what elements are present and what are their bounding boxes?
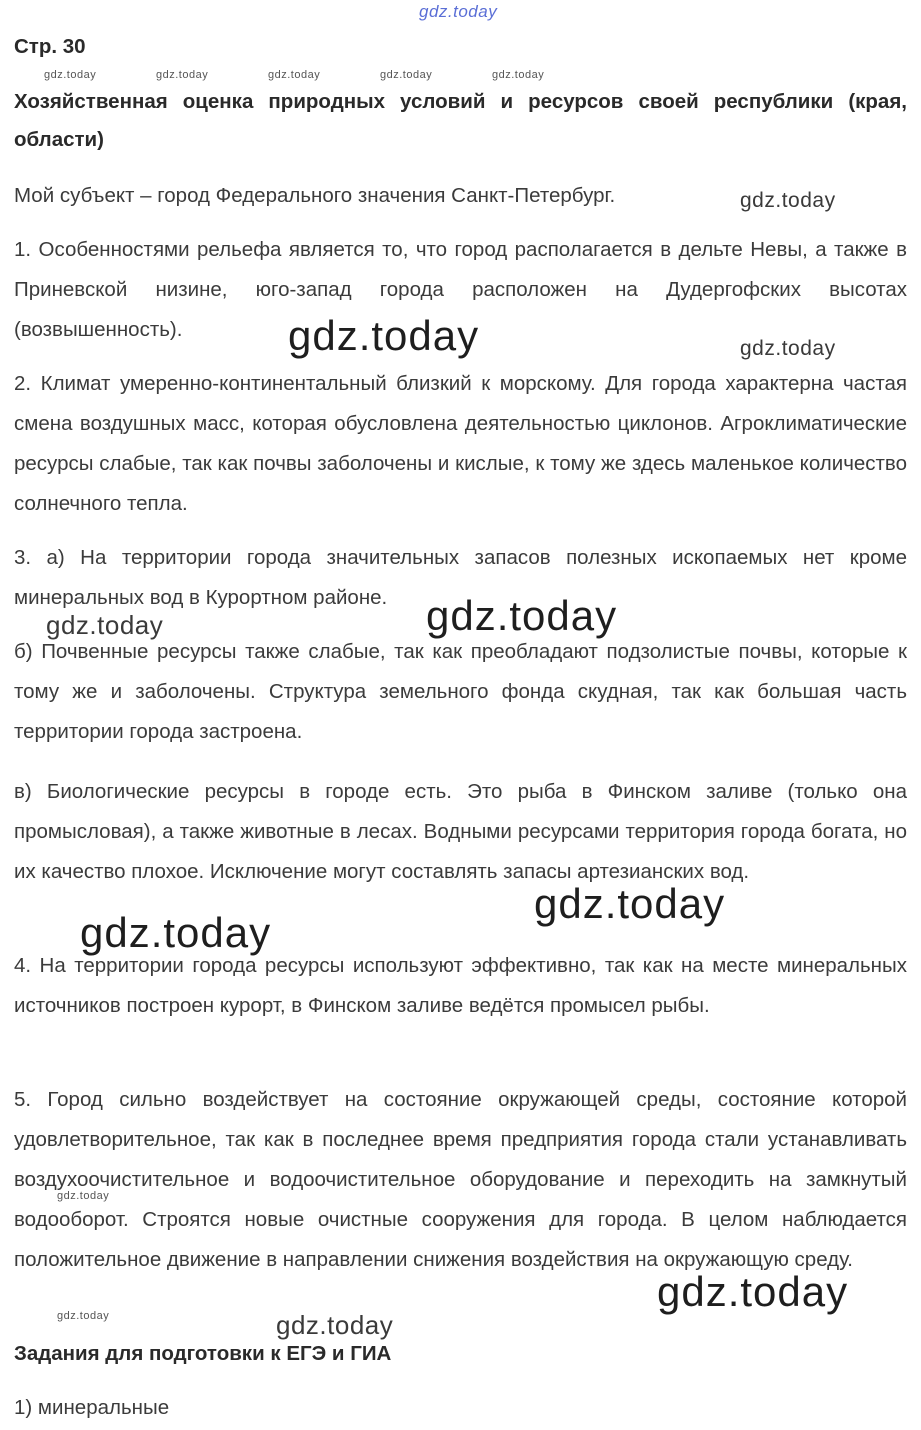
section-heading: Хозяйственная оценка природных условий и ресурсов своей республики (края, области) bbox=[14, 90, 907, 151]
watermark-tiny: gdz.today bbox=[57, 1190, 110, 1202]
watermark-big: gdz.today bbox=[534, 880, 726, 927]
watermark-big: gdz.today bbox=[80, 909, 272, 956]
paragraph-minerals: 3. а) На территории города значительных запасов полезных ископаемых нет кроме минеральных вод в Курортном районе. bbox=[14, 546, 907, 609]
watermark-small: gdz.today bbox=[740, 189, 836, 212]
watermark-small: gdz.today bbox=[276, 1310, 394, 1340]
top-watermark: gdz.today bbox=[419, 2, 498, 21]
paragraph-usage: 4. На территории города ресурсы используют эффективно, так как на месте минеральных источников построен курорт, в Финском заливе ведётся промысел рыбы. bbox=[14, 954, 907, 1017]
answer-item: 1) минеральные bbox=[14, 1396, 170, 1419]
paragraph-relief: 1. Особенностями рельефа является то, что город располагается в дельте Невы, а также в Приневской низине, юго-запад города расположен на Дудергофских высотах (возвышенность). bbox=[14, 238, 907, 341]
watermark-tiny: gdz.today bbox=[57, 1310, 110, 1322]
watermark-small: gdz.today bbox=[740, 337, 836, 360]
watermark-tiny: gdz.today bbox=[380, 69, 433, 81]
paragraph-biology: в) Биологические ресурсы в городе есть. Это рыба в Финском заливе (только она промысловая), а также животные в лесах. Водными ресурсами территория города богата, но их качество плохое. Исключение могут составлять запасы артезианских вод. bbox=[14, 780, 907, 883]
watermark-big: gdz.today bbox=[657, 1268, 849, 1315]
paragraph-climate: 2. Климат умеренно-континентальный близкий к морскому. Для города характерна частая смена воздушных масс, которая обусловлена деятельностью циклонов. Агроклиматические ресурсы слабые, так как почвы заболочены и кислые, к тому же здесь маленькое количество солнечного тепла. bbox=[14, 372, 907, 515]
intro-paragraph: Мой субъект – город Федерального значения Санкт-Петербург. bbox=[14, 184, 616, 207]
paragraph-environment: 5. Город сильно воздействует на состояние окружающей среды, состояние которой удовлетворительное, так как в последнее время предприятия города стали устанавливать воздухоочистительное и водоочистительное оборудование и переходить на замкнутый водооборот. Строятся новые очистные сооружения для города. В целом наблюдается положительное движение в направлении снижения воздействия на окружающую среду. bbox=[14, 1088, 907, 1271]
paragraph-soil: б) Почвенные ресурсы также слабые, так как преобладают подзолистые почвы, которые к тому же и заболочены. Структура земельного фонда скудная, так как большая часть территории города застроена. bbox=[14, 640, 907, 743]
watermark-tiny: gdz.today bbox=[44, 69, 97, 81]
watermark-big: gdz.today bbox=[288, 312, 480, 359]
exam-section-title: Задания для подготовки к ЕГЭ и ГИА bbox=[14, 1342, 392, 1365]
watermark-small: gdz.today bbox=[46, 610, 164, 640]
watermark-tiny: gdz.today bbox=[156, 69, 209, 81]
watermark-big: gdz.today bbox=[426, 592, 618, 639]
watermark-tiny: gdz.today bbox=[268, 69, 321, 81]
watermark-tiny: gdz.today bbox=[492, 69, 545, 81]
page-label: Стр. 30 bbox=[14, 35, 86, 58]
